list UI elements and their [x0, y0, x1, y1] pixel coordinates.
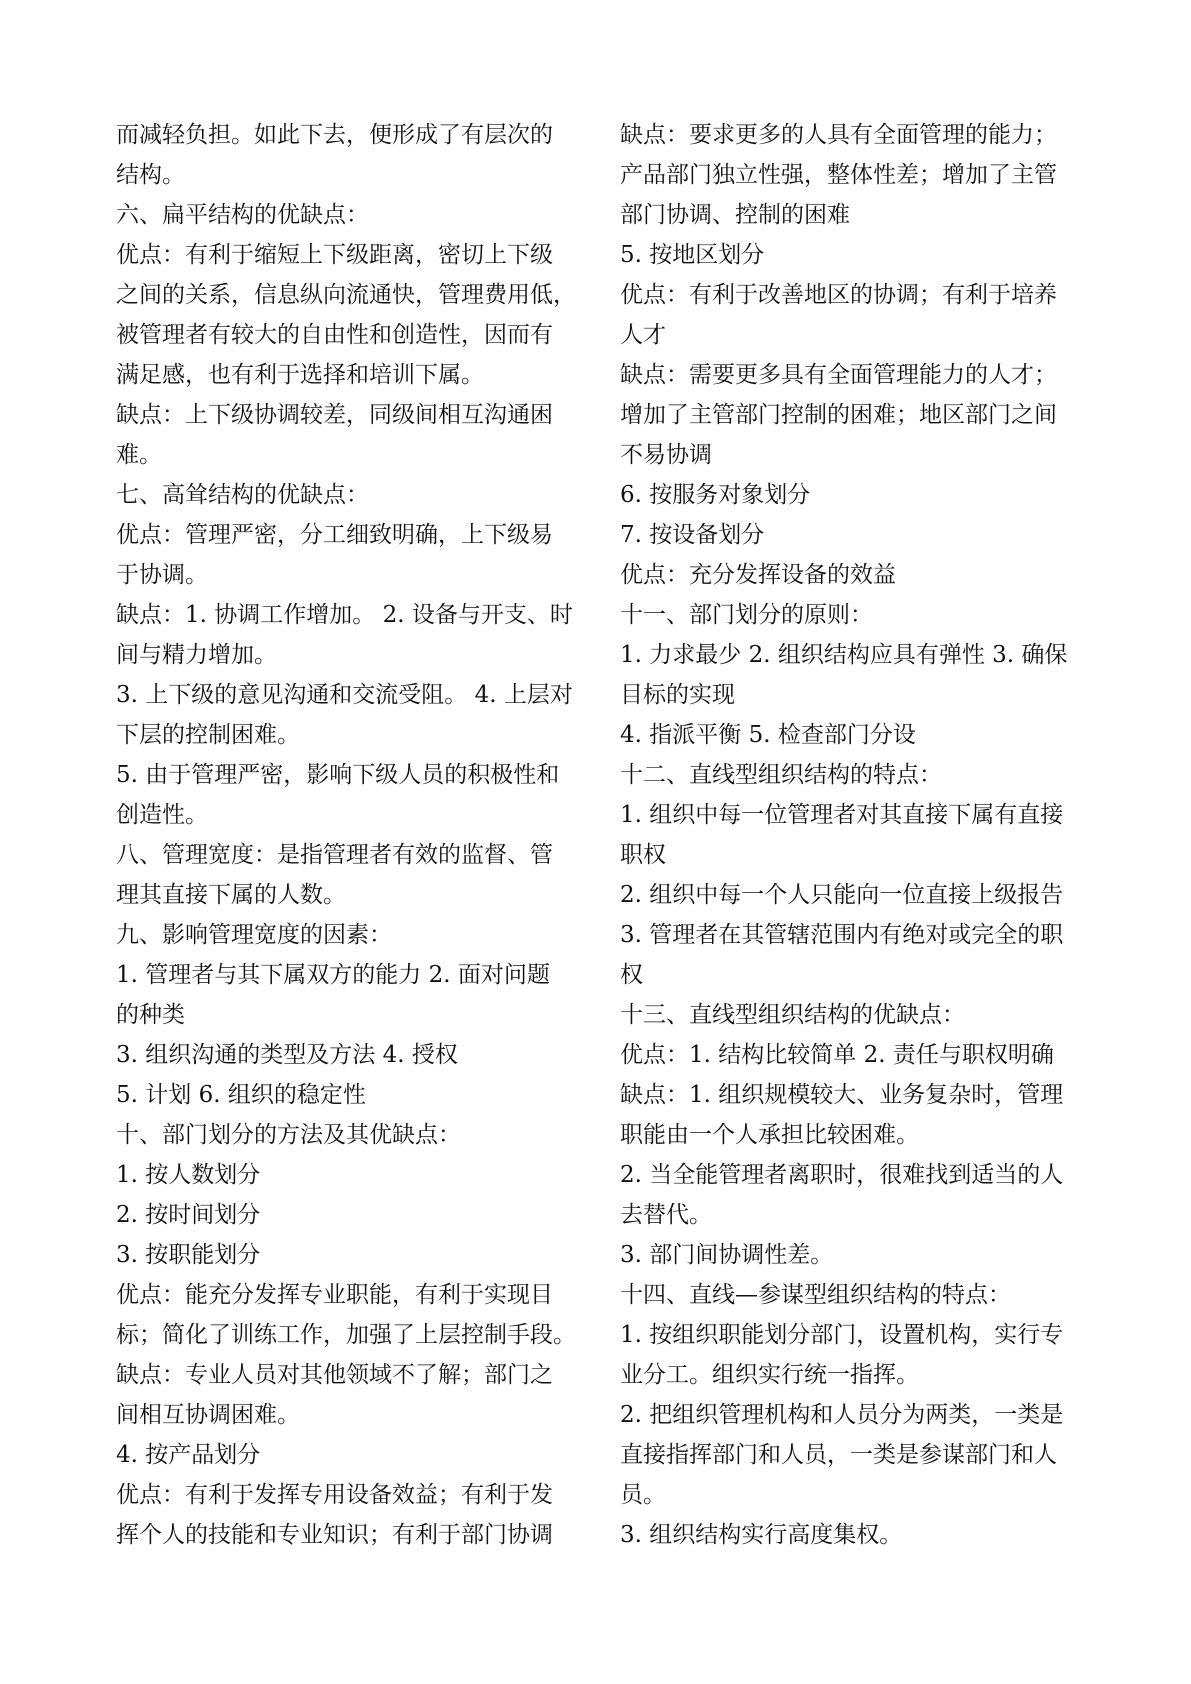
text-line: 八、管理宽度：是指管理者有效的监督、管 — [116, 842, 553, 868]
text-line: 2. 组织中每一个人只能向一位直接上级报告 — [620, 882, 1064, 908]
text-line: 优点：有利于改善地区的协调；有利于培养 — [620, 282, 1057, 308]
text-line: 4. 按产品划分 — [116, 1442, 261, 1468]
text-line: 5. 计划 6. 组织的稳定性 — [116, 1082, 366, 1108]
text-line: 六、扁平结构的优缺点： — [116, 202, 369, 228]
text-line: 5. 按地区划分 — [620, 242, 765, 268]
text-line: 直接指挥部门和人员，一类是参谋部门和人 — [620, 1442, 1057, 1468]
text-line: 九、影响管理宽度的因素： — [116, 922, 392, 948]
text-line: 之间的关系，信息纵向流通快，管理费用低， — [116, 282, 576, 308]
text-line: 十三、直线型组织结构的优缺点： — [620, 1002, 965, 1028]
text-line: 3. 组织结构实行高度集权。 — [620, 1522, 903, 1548]
text-line: 优点：充分发挥设备的效益 — [620, 562, 896, 588]
text-line: 权 — [620, 962, 643, 988]
text-line: 优点：能充分发挥专业职能，有利于实现目 — [116, 1282, 553, 1308]
text-line: 十二、直线型组织结构的特点： — [620, 762, 942, 788]
text-line: 下层的控制困难。 — [116, 722, 300, 748]
text-line: 缺点：1. 协调工作增加。 2. 设备与开支、时 — [116, 602, 573, 628]
text-line: 去替代。 — [620, 1202, 712, 1228]
text-line: 3. 管理者在其管辖范围内有绝对或完全的职 — [620, 922, 1064, 948]
text-line: 挥个人的技能和专业知识；有利于部门协调 — [116, 1522, 553, 1548]
text-line: 优点：1. 结构比较简单 2. 责任与职权明确 — [620, 1042, 1054, 1068]
text-line: 间相互协调困难。 — [116, 1402, 300, 1428]
text-line: 2. 当全能管理者离职时，很难找到适当的人 — [620, 1162, 1064, 1188]
text-line: 1. 按人数划分 — [116, 1162, 261, 1188]
right-text-column — [620, 115, 1095, 1555]
text-line: 满足感，也有利于选择和培训下属。 — [116, 362, 484, 388]
text-line: 而减轻负担。如此下去，便形成了有层次的 — [116, 122, 553, 148]
text-line: 2. 按时间划分 — [116, 1202, 261, 1228]
text-line: 3. 部门间协调性差。 — [620, 1242, 834, 1268]
text-line: 优点：有利于发挥专用设备效益；有利于发 — [116, 1482, 553, 1508]
text-line: 3. 上下级的意见沟通和交流受阻。 4. 上层对 — [116, 682, 573, 708]
text-line: 优点：管理严密，分工细致明确，上下级易 — [116, 522, 553, 548]
text-line: 缺点：专业人员对其他领域不了解；部门之 — [116, 1362, 553, 1388]
text-line: 产品部门独立性强，整体性差；增加了主管 — [620, 162, 1057, 188]
text-line: 缺点：要求更多的人具有全面管理的能力； — [620, 122, 1057, 148]
text-line: 十一、部门划分的原则： — [620, 602, 873, 628]
text-line: 业分工。组织实行统一指挥。 — [620, 1362, 919, 1388]
text-line: 1. 按组织职能划分部门，设置机构，实行专 — [620, 1322, 1064, 1348]
text-line: 间与精力增加。 — [116, 642, 277, 668]
text-line: 3. 组织沟通的类型及方法 4. 授权 — [116, 1042, 458, 1068]
text-line: 结构。 — [116, 162, 185, 188]
text-line: 优点：有利于缩短上下级距离，密切上下级 — [116, 242, 553, 268]
text-line: 6. 按服务对象划分 — [620, 482, 811, 508]
text-line: 的种类 — [116, 1002, 185, 1028]
text-line: 被管理者有较大的自由性和创造性，因而有 — [116, 322, 553, 348]
text-line: 人才 — [620, 322, 666, 348]
text-line: 部门协调、控制的困难 — [620, 202, 850, 228]
text-line: 理其直接下属的人数。 — [116, 882, 346, 908]
text-line: 不易协调 — [620, 442, 712, 468]
text-line: 1. 组织中每一位管理者对其直接下属有直接 — [620, 802, 1064, 828]
text-line: 缺点：1. 组织规模较大、业务复杂时，管理 — [620, 1082, 1064, 1108]
text-line: 十四、直线—参谋型组织结构的特点： — [620, 1282, 1011, 1308]
text-line: 创造性。 — [116, 802, 208, 828]
text-line: 2. 把组织管理机构和人员分为两类，一类是 — [620, 1402, 1064, 1428]
text-line: 于协调。 — [116, 562, 208, 588]
text-line: 标；简化了训练工作，加强了上层控制手段。 — [116, 1322, 576, 1348]
text-line: 七、高耸结构的优缺点： — [116, 482, 369, 508]
text-line: 目标的实现 — [620, 682, 735, 708]
text-line: 员。 — [620, 1482, 666, 1508]
text-line: 十、部门划分的方法及其优缺点： — [116, 1122, 461, 1148]
text-line: 1. 力求最少 2. 组织结构应具有弹性 3. 确保 — [620, 642, 1068, 668]
text-line: 5. 由于管理严密，影响下级人员的积极性和 — [116, 762, 560, 788]
text-line: 缺点：需要更多具有全面管理能力的人才； — [620, 362, 1057, 388]
text-line: 1. 管理者与其下属双方的能力 2. 面对问题 — [116, 962, 550, 988]
text-line: 缺点：上下级协调较差，同级间相互沟通困 — [116, 402, 553, 428]
text-line: 职能由一个人承担比较困难。 — [620, 1122, 919, 1148]
text-line: 4. 指派平衡 5. 检查部门分设 — [620, 722, 916, 748]
text-line: 增加了主管部门控制的困难；地区部门之间 — [620, 402, 1057, 428]
text-line: 7. 按设备划分 — [620, 522, 765, 548]
text-line: 3. 按职能划分 — [116, 1242, 261, 1268]
text-line: 难。 — [116, 442, 162, 468]
left-text-column — [116, 115, 591, 1555]
text-line: 职权 — [620, 842, 666, 868]
